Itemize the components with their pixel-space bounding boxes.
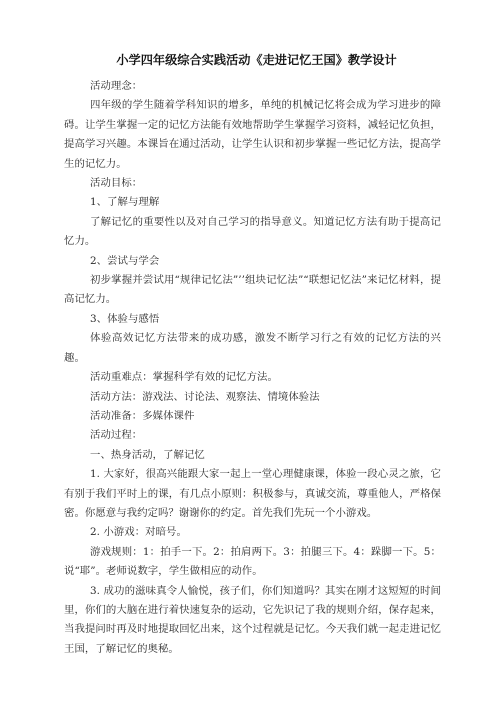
objective-2-text: 初步掌握并尝试用“规律记忆法”’’组块记忆法”“联想记忆法”来记忆材料，提高记忆力。: [64, 274, 441, 306]
objective-3-heading: 3、体验与感悟: [90, 312, 160, 325]
process-paragraph-1: 1. 大家好，很高兴能跟大家一起上一堂心理健康课，体验一段心灵之旅，它有别于我们平时上的课，有几点小原则：积极参与，真诚交流，尊重他人，严格保密。你愿意与我约定吗？谢谢你的约定。首先我们先玩一个小游戏。: [64, 468, 441, 519]
objective-1-text: 了解记忆的重要性以及对自己学习的指导意义。知道记忆方法有助于提高记忆力。: [64, 215, 441, 248]
key-points: 活动重难点：掌握科学有效的记忆方法。: [90, 371, 278, 384]
objective-1-heading: 1、了解与理解: [90, 196, 160, 209]
process-step-1-heading: 一、热身活动，了解记忆: [90, 448, 205, 461]
objective-2-heading: 2、尝试与学会: [90, 254, 160, 267]
paragraph-philosophy: 四年级的学生随着学科知识的增多，单纯的机械记忆将会成为学习进步的障碍。让学生掌握一定的记忆方法能有效地帮助学生掌握学习资料，减轻记忆负担，提高学习兴趣。本课旨在通过活动，让学生认识和初步掌握一些记忆方法，提高学生的记忆力。: [64, 99, 441, 170]
document-title: 小学四年级综合实践活动《走进记忆王国》教学设计: [116, 53, 397, 67]
process-paragraph-2: 2. 小游戏：对暗号。: [90, 526, 187, 539]
section-heading-objectives: 活动目标：: [90, 177, 143, 190]
activity-methods: 活动方法：游戏法、讨论法、观察法、情境体验法: [90, 390, 320, 403]
process-paragraph-3: 3. 成功的滋味真令人愉悦，孩子们，你们知道吗？其实在刚才这短短的时间里，你们的大脑在进行着快速复杂的运动，它先识记了我的规则介绍，保存起来，当我提问时再及时地提取回忆出来，这个过程就是记忆。今天我们就一起走进记忆王国，了解记忆的奥秘。: [64, 584, 441, 655]
objective-3-text: 体验高效记忆方法带来的成功感，激发不断学习行之有效的记忆方法的兴趣。: [64, 332, 441, 364]
activity-preparation: 活动准备：多媒体课件: [90, 409, 195, 422]
section-heading-philosophy: 活动理念：: [90, 80, 143, 92]
game-rules: 游戏规则：1：拍手一下。2：拍肩两下。3：拍腿三下。4：跺脚一下。5： 说“耶”。老师说数字，学生做相应的动作。: [64, 545, 441, 578]
section-heading-process: 活动过程：: [90, 429, 143, 442]
